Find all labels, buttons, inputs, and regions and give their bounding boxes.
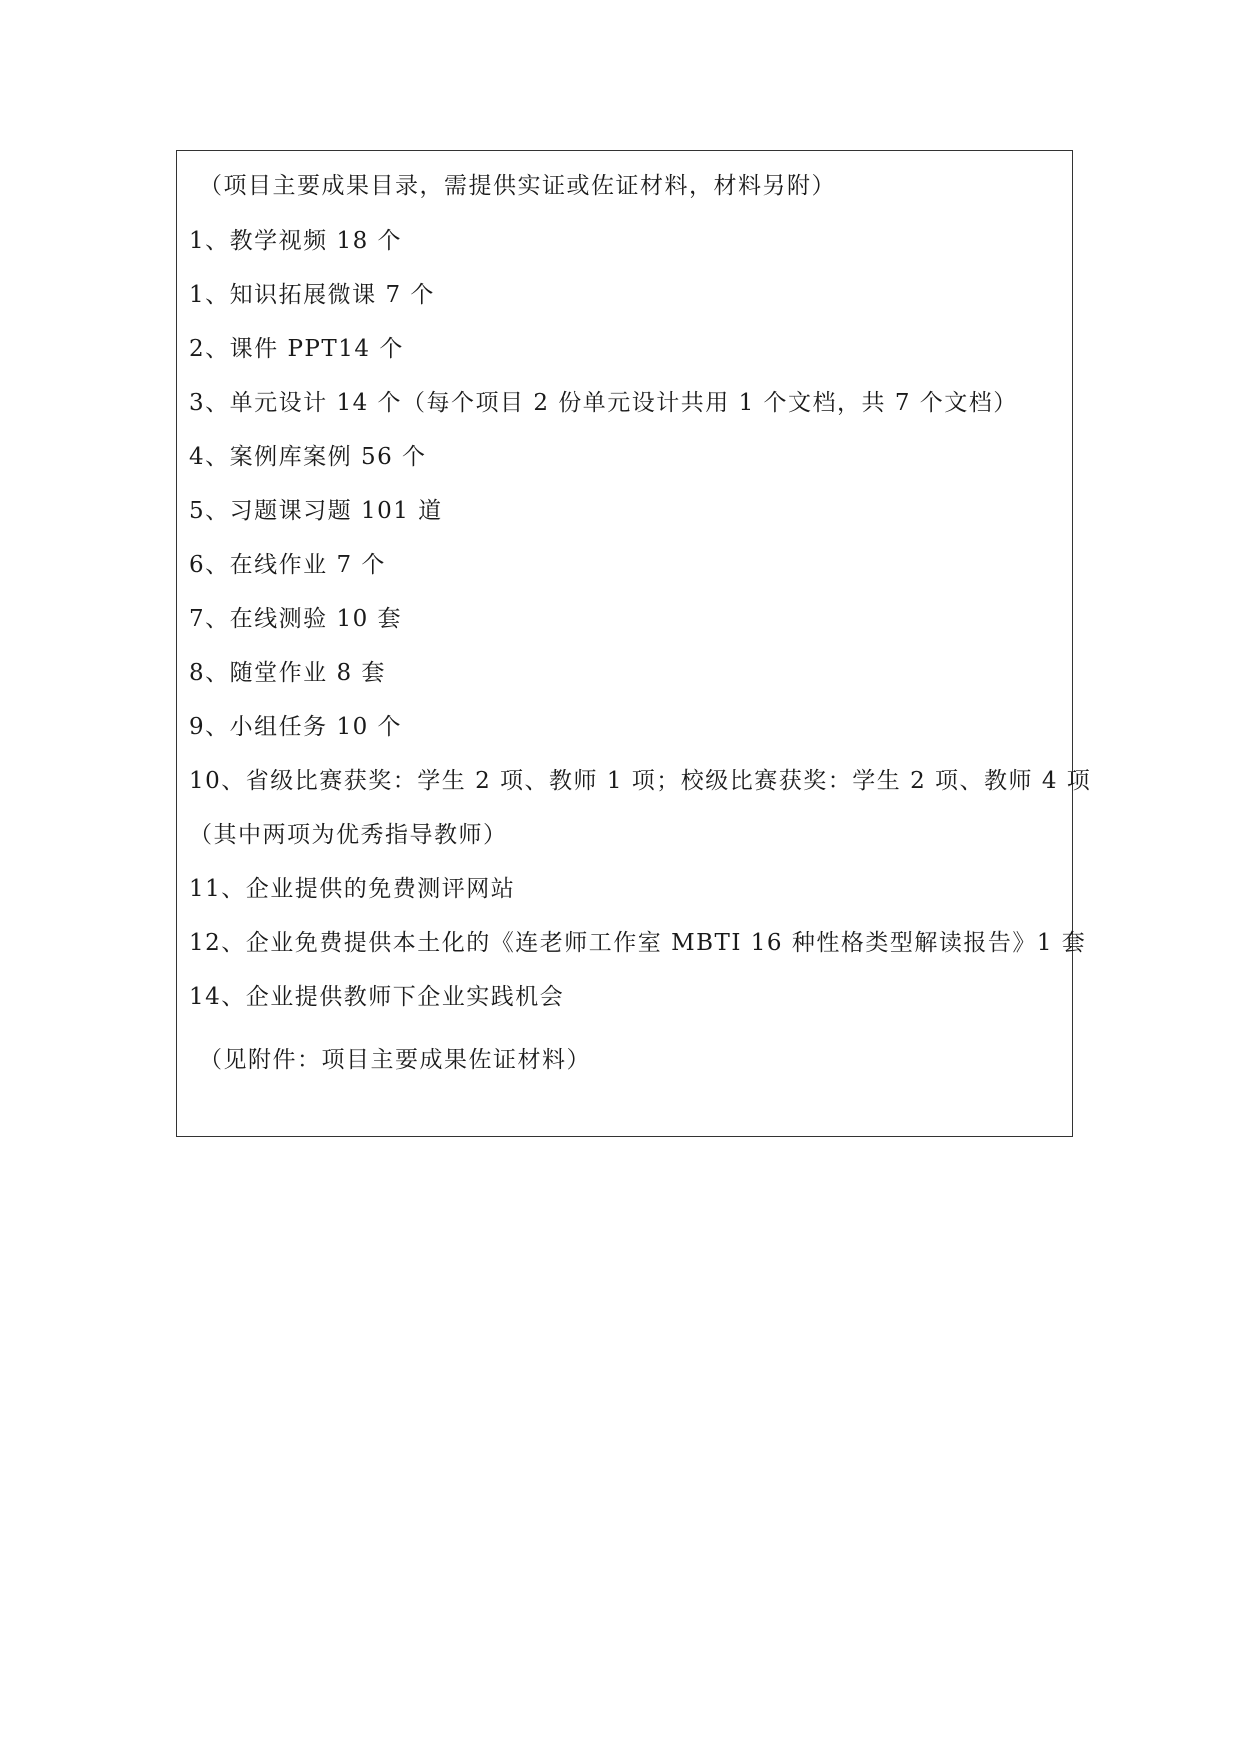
list-item-continuation: （其中两项为优秀指导教师）: [189, 822, 508, 848]
list-item: 10、省级比赛获奖：学生 2 项、教师 1 项；校级比赛获奖：学生 2 项、教师 4 项: [189, 768, 1092, 794]
footer-note: （见附件：项目主要成果佐证材料）: [199, 1047, 591, 1073]
list-item: 12、企业免费提供本土化的《连老师工作室 MBTI 16 种性格类型解读报告》1 套: [189, 930, 1087, 956]
list-item: 9、小组任务 10 个: [189, 714, 403, 740]
list-item: 1、教学视频 18 个: [189, 228, 403, 254]
list-item: 5、习题课习题 101 道: [189, 498, 443, 524]
list-item: 2、课件 PPT14 个: [189, 336, 404, 362]
list-item: 3、单元设计 14 个（每个项目 2 份单元设计共用 1 个文档，共 7 个文档）: [189, 390, 1018, 416]
achievements-box: [176, 150, 1092, 1137]
list-item: 8、随堂作业 8 套: [189, 660, 386, 686]
list-item: 6、在线作业 7 个: [189, 552, 386, 578]
list-item: 11、企业提供的免费测评网站: [189, 876, 516, 902]
list-item: 7、在线测验 10 套: [189, 606, 403, 632]
list-item: 4、案例库案例 56 个: [189, 444, 427, 470]
list-item: 14、企业提供教师下企业实践机会: [189, 984, 565, 1010]
intro-text: （项目主要成果目录，需提供实证或佐证材料，材料另附）: [199, 173, 836, 199]
list-item: 1、知识拓展微课 7 个: [189, 282, 435, 308]
